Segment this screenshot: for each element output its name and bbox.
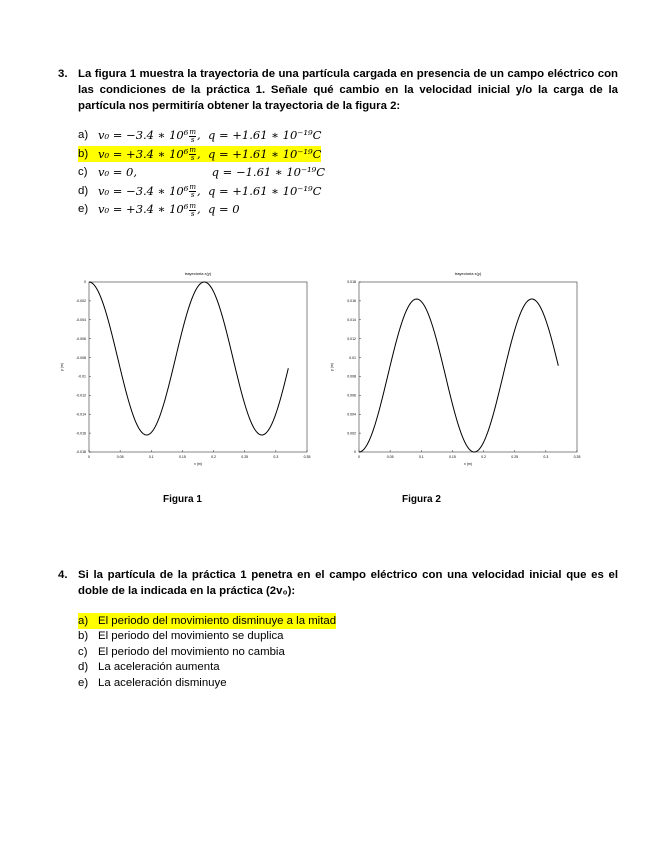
x-tick-label: 0.3 (543, 455, 549, 459)
x-tick-label: 0.25 (511, 455, 519, 459)
q3-option-b[interactable] (78, 145, 618, 164)
y-tick-label: 0.01 (349, 355, 356, 360)
option-formula: v₀ = +3.4 ∗ 10⁶ $\frac{m}{s}$ , q = +1.61 ∗ 10⁻¹⁹C (98, 146, 322, 162)
y-tick-label: 0.014 (347, 317, 356, 322)
y-tick-label: 0 (84, 280, 86, 285)
option-text: El periodo del movimiento disminuye a la mitad (98, 614, 337, 627)
y-tick-label: -0.006 (76, 336, 86, 341)
figure-1-chart (55, 266, 320, 476)
option-label: e) (78, 203, 89, 216)
question-3 (58, 66, 618, 219)
y-tick-label: 0.002 (347, 431, 356, 436)
y-tick-label: 0.018 (347, 280, 356, 285)
chart-title: trayectoria x(y) (184, 271, 212, 276)
question-4 (58, 567, 618, 691)
chart-title: trayectoria x(y) (454, 271, 482, 276)
q-expr: q = 0 (207, 202, 240, 216)
figure-2-caption: Figura 2 (402, 494, 441, 505)
option-text: La aceleración disminuye (98, 676, 227, 689)
option-formula (98, 164, 325, 180)
option-label: d) (78, 661, 89, 674)
option-formula: v₀ = −3.4 ∗ 10⁶ $\frac{m}{s}$ , q = +1.61 ∗ 10⁻¹⁹C (98, 183, 322, 199)
y-tick-label: 0.012 (347, 336, 356, 341)
figure-2-chart (325, 266, 590, 476)
q-expr: q = +1.61 ∗ 10⁻¹⁹C (207, 128, 322, 142)
x-tick-label: 0.3 (273, 455, 279, 459)
figure-1-caption: Figura 1 (163, 494, 202, 505)
x-tick-label: 0 (358, 455, 360, 459)
y-tick-label: 0.016 (347, 299, 356, 304)
q-expr: q = −1.61 ∗ 10⁻¹⁹C (211, 165, 326, 180)
option-label: b) (78, 147, 89, 160)
option-text: El periodo del movimiento no cambia (98, 645, 285, 658)
y-tick-label: -0.016 (76, 431, 86, 436)
y-tick-label: 0 (354, 450, 356, 455)
question-4-text: Si la partícula de la práctica 1 penetra en el campo eléctrico con una velocidad inicial que es el doble de la indicada en la práctica (2v₀): (78, 569, 618, 597)
q-expr: q = +1.61 ∗ 10⁻¹⁹C (207, 146, 322, 161)
option-label: c) (78, 166, 88, 179)
x-axis-label: x (m) (194, 462, 202, 466)
x-tick-label: 0.35 (303, 455, 311, 459)
q4-option-d[interactable] (78, 660, 618, 676)
q-expr: q = +1.61 ∗ 10⁻¹⁹C (207, 183, 322, 198)
y-tick-label: 0.006 (347, 393, 356, 398)
y-tick-label: -0.008 (76, 355, 86, 360)
x-axis-label: x (m) (464, 462, 472, 466)
y-tick-label: -0.018 (76, 450, 86, 455)
question-4-options (78, 613, 618, 691)
v0-expr: v₀ = +3.4 ∗ 10⁶ (98, 146, 189, 161)
x-tick-label: 0.2 (481, 455, 487, 459)
y-tick-label: -0.004 (76, 317, 86, 322)
q4-option-b[interactable] (78, 629, 618, 645)
plot-frame (89, 282, 307, 452)
x-tick-label: 0.2 (211, 455, 217, 459)
y-axis-label: y (m) (330, 363, 334, 371)
question-4-number: 4. (58, 569, 68, 581)
question-3-number: 3. (58, 68, 68, 80)
y-tick-label: -0.012 (76, 393, 86, 398)
x-tick-label: 0.15 (449, 455, 456, 459)
option-label: d) (78, 184, 89, 197)
v0-expr: v₀ = −3.4 ∗ 10⁶ (98, 128, 189, 142)
unit-fraction: $\frac{m}{s}$ (189, 146, 196, 162)
option-label: a) (78, 129, 89, 142)
option-label: e) (78, 676, 89, 689)
trajectory-line (89, 282, 288, 435)
x-tick-label: 0.15 (179, 455, 186, 459)
y-tick-label: -0.014 (76, 412, 86, 417)
q3-option-e[interactable] (78, 200, 618, 219)
x-tick-label: 0.05 (386, 455, 394, 459)
option-formula: v₀ = −3.4 ∗ 10⁶ $\frac{m}{s}$ , q = +1.61 ∗ 10⁻¹⁹C (98, 127, 322, 144)
x-tick-label: 0 (88, 455, 90, 459)
x-tick-label: 0.1 (418, 455, 424, 459)
question-3-options (78, 126, 618, 219)
y-tick-label: -0.01 (78, 374, 86, 379)
q4-option-c[interactable] (78, 644, 618, 660)
option-label: c) (78, 645, 88, 658)
v0-expr: v₀ = 0, (98, 165, 138, 180)
option-label: b) (78, 630, 89, 643)
y-tick-label: -0.002 (76, 299, 86, 304)
unit-fraction: $\frac{m}{s}$ (189, 183, 196, 199)
x-tick-label: 0.25 (241, 455, 249, 459)
x-tick-label: 0.35 (573, 455, 581, 459)
option-formula: v₀ = +3.4 ∗ 10⁶ $\frac{m}{s}$ , q = 0 (98, 201, 240, 218)
y-tick-label: 0.004 (347, 412, 356, 417)
plot-frame (359, 282, 577, 452)
q3-option-d[interactable] (78, 182, 618, 201)
y-axis-label: y (m) (60, 363, 64, 371)
option-text: El periodo del movimiento se duplica (98, 630, 284, 643)
y-tick-label: 0.008 (347, 374, 356, 379)
v0-expr: v₀ = +3.4 ∗ 10⁶ (98, 202, 189, 216)
trajectory-line (359, 299, 558, 452)
question-3-text: La figura 1 muestra la trayectoria de una partícula cargada en presencia de un campo eléctrico con las condiciones de la práctica 1. Señale qué cambio en la velocidad inicial y/o la carga de la partícula nos permitiría obtener la trayectoria de la figura 2: (78, 68, 618, 112)
q4-option-e[interactable] (78, 675, 618, 691)
unit-fraction: $\frac{m}{s}$ (189, 127, 196, 144)
x-tick-label: 0.05 (116, 455, 124, 459)
option-text: La aceleración aumenta (98, 661, 220, 674)
q3-option-a[interactable] (78, 126, 618, 145)
q4-option-a[interactable] (78, 613, 618, 629)
v0-expr: v₀ = −3.4 ∗ 10⁶ (98, 183, 189, 198)
option-label: a) (78, 614, 89, 627)
q3-option-c[interactable] (78, 163, 618, 182)
x-tick-label: 0.1 (148, 455, 154, 459)
unit-fraction: $\frac{m}{s}$ (189, 201, 196, 218)
